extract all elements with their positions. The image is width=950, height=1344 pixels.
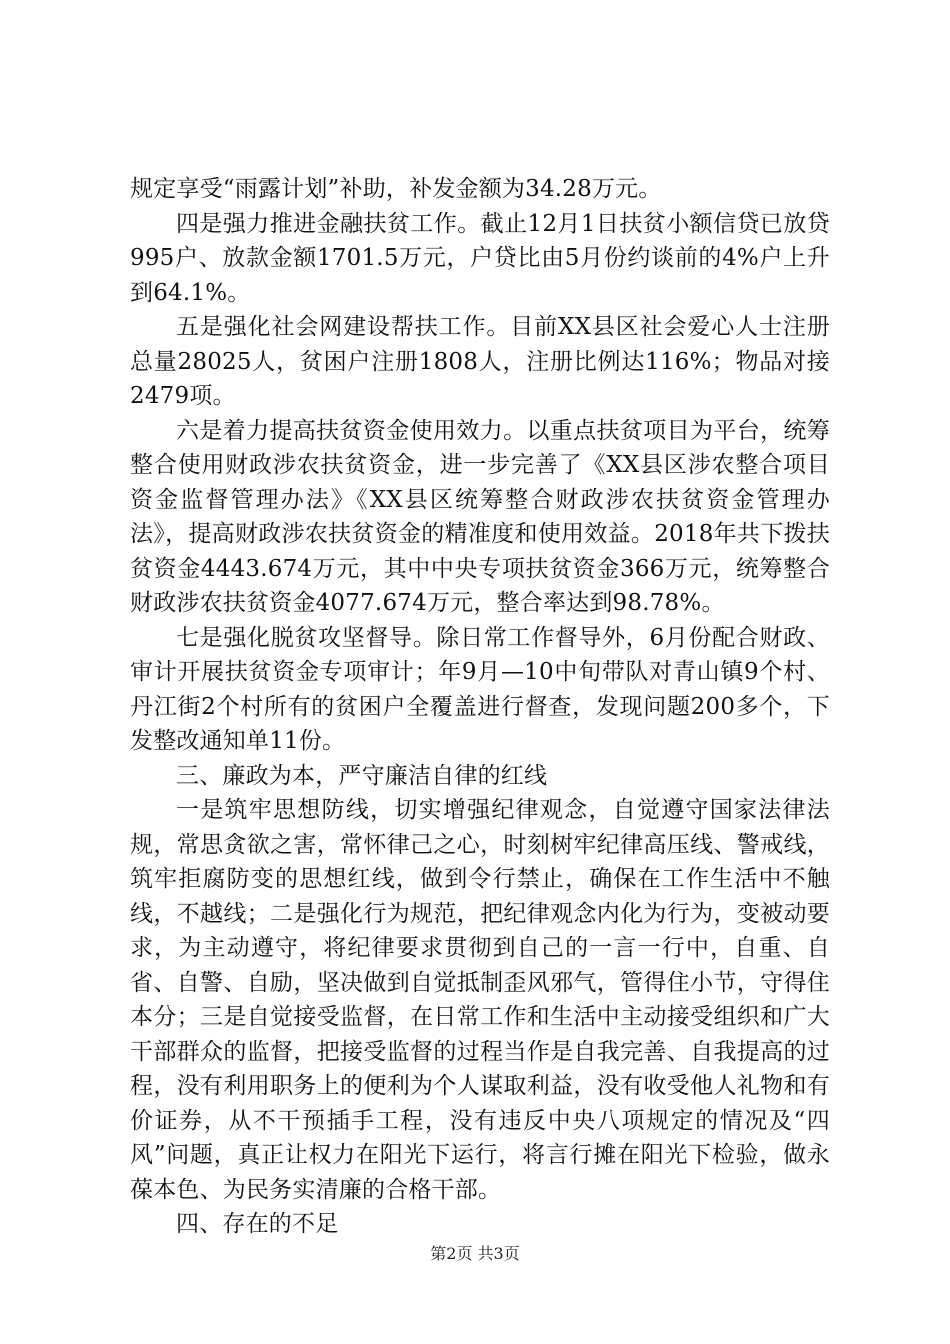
page-footer: 第2页 共3页	[430, 1244, 520, 1263]
document-body	[130, 172, 830, 1242]
paragraph-supervision: 七是强化脱贫攻坚督导。除日常工作督导外，6月份配合财政、审计开展扶贫资金专项审计；年9月—10中旬带队对青山镇9个村、丹江街2个村所有的贫困户全覆盖进行督查，发现问题200多个，下发整改通知单11份。	[130, 624, 830, 754]
paragraph-integrity-details: 一是筑牢思想防线，切实增强纪律观念，自觉遵守国家法律法规，常思贪欲之害，常怀律己之心，时刻树牢纪律高压线、警戒线，筑牢拒腐防变的思想红线，做到令行禁止，确保在工作生活中不触线，不越线；二是强化行为规范，把纪律观念内化为行为，变被动要求，为主动遵守，将纪律要求贯彻到自己的一言一行中，自重、自省、自警、自励，坚决做到自觉抵制歪风邪气，管得住小节，守得住本分；三是自觉接受监督，在日常工作和生活中主动接受组织和广大干部群众的监督，把接受监督的过程当作是自我完善、自我提高的过程，没有利用职务上的便利为个人谋取利益，没有收受他人礼物和有价证券，从不干预插手工程，没有违反中央八项规定的情况及“四风”问题，真正让权力在阳光下运行，将言行摊在阳光下检验，做永葆本色、为民务实清廉的合格干部。	[130, 797, 830, 1203]
paragraph-fund-usage-efficiency: 六是着力提高扶贫资金使用效力。以重点扶贫项目为平台，统筹整合使用财政涉农扶贫资金，进一步完善了《XX县区涉农整合项目资金监督管理办法》《XX县区统筹整合财政涉农扶贫资金管理办法》，提高财政涉农扶贫资金的精准度和使用效益。2018年共下拨扶贫资金4443.674万元，其中中央专项扶贫资金366万元，统筹整合财政涉农扶贫资金4077.674万元，整合率达到98.78%。	[130, 417, 830, 616]
paragraph-financial-poverty-alleviation: 四是强力推进金融扶贫工作。截止12月1日扶贫小额信贷已放贷995户、放款金额1701.5万元，户贷比由5月份约谈前的4%户上升到64.1%。	[130, 210, 830, 306]
section-heading-integrity: 三、廉政为本，严守廉洁自律的红线	[176, 762, 548, 789]
section-heading-shortcomings: 四、存在的不足	[176, 1211, 339, 1237]
paragraph-social-network-assistance: 五是强化社会网建设帮扶工作。目前XX县区社会爱心人士注册总量28025人，贫困户注册1808人，注册比例达116%；物品对接2479项。	[130, 314, 830, 409]
paragraph-continuation: 规定享受“雨露计划”补助，补发金额为34.28万元。	[130, 176, 662, 202]
